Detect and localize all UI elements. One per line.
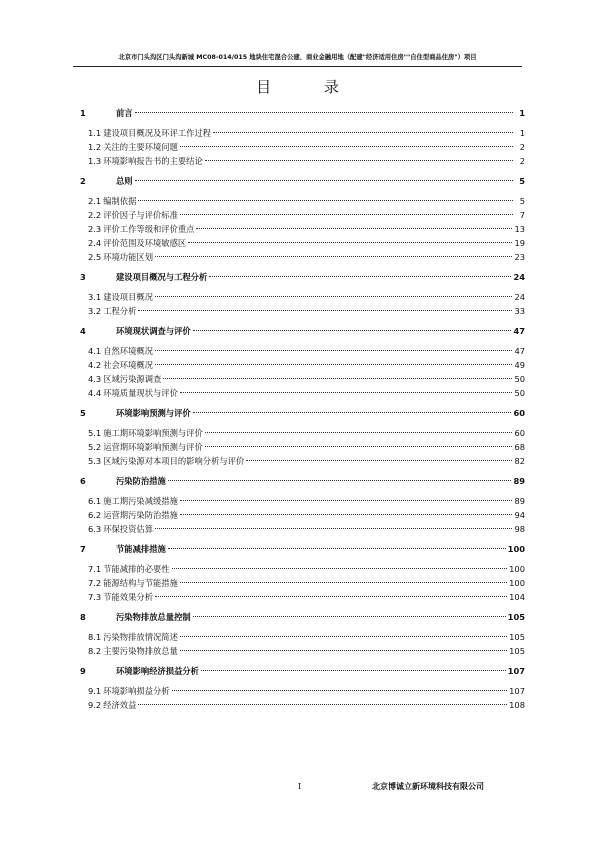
toc-chapter-entry-title: 污染防治措施: [116, 476, 166, 486]
dot-leader: [138, 704, 507, 705]
toc-section-entry[interactable]: [80, 494, 525, 508]
toc-section-entry-number: 7.2: [88, 578, 102, 588]
toc-chapter-entry-number: 3: [80, 272, 86, 282]
toc-chapter-entry[interactable]: [80, 664, 525, 678]
dot-leader: [180, 500, 513, 501]
toc-section-entry-title: 运营期污染防治措施: [103, 510, 178, 520]
toc-section-entry-title: 区域污染源调查: [103, 374, 162, 384]
toc-section-entry-page: 23: [514, 252, 525, 262]
table-of-contents: [80, 100, 525, 712]
toc-section-entry-title: 环境功能区划: [103, 252, 153, 262]
toc-section-entry-title: 建设项目概况: [103, 292, 153, 302]
toc-chapter-entry[interactable]: [80, 270, 525, 284]
toc-section-entry-number: 2.4: [88, 238, 102, 248]
toc-section-entry-title: 施工期污染减缓措施: [103, 496, 178, 506]
toc-chapter-entry[interactable]: [80, 406, 525, 420]
toc-section-entry-page: 2: [519, 156, 525, 166]
toc-section-entry[interactable]: [80, 372, 525, 386]
footer-company: 北京博诚立新环境科技有限公司: [372, 782, 484, 791]
dot-leader: [180, 514, 513, 515]
dot-leader: [155, 596, 507, 597]
toc-section-entry-page: 104: [509, 592, 525, 602]
dot-leader: [180, 392, 513, 393]
dot-leader: [180, 650, 507, 651]
document-header: 北京市门头沟区门头沟新城 MC08-014/015 地块住宅混合公建、商业金融用地（配建"经济适用住房""自住型商品住房"）项目: [118, 54, 477, 61]
toc-section-entry-number: 5.1: [88, 428, 102, 438]
toc-section-entry-page: 100: [509, 564, 525, 574]
toc-section-entry-number: 7.3: [88, 592, 102, 602]
toc-section-entry-number: 6.3: [88, 524, 102, 534]
dot-leader: [246, 460, 512, 461]
toc-section-entry-number: 4.3: [88, 374, 102, 384]
toc-section-entry-number: 3.1: [88, 292, 102, 302]
toc-section-entry-title: 评价因子与评价标准: [103, 210, 178, 220]
toc-chapter-entry-page: 1: [519, 108, 525, 118]
toc-section-entry-number: 5.3: [88, 456, 102, 466]
toc-section-entry-title: 节能减排的必要性: [103, 564, 170, 574]
toc-chapter-entry-title: 环境现状调查与评价: [116, 326, 191, 336]
toc-section-entry-title: 建设项目概况及环评工作过程: [103, 128, 212, 138]
dot-leader: [172, 568, 508, 569]
toc-section-entry-page: 47: [514, 346, 525, 356]
toc-section-entry[interactable]: [80, 522, 525, 536]
dot-leader: [138, 200, 513, 201]
toc-section-entry-title: 环境影响损益分析: [103, 686, 170, 696]
toc-section-entry[interactable]: [80, 126, 525, 140]
toc-section-entry-page: 7: [519, 210, 525, 220]
dot-leader: [180, 146, 513, 147]
dot-leader: [201, 670, 506, 671]
toc-section-entry-title: 经济效益: [103, 700, 137, 710]
toc-section-entry[interactable]: [80, 454, 525, 468]
toc-section-entry[interactable]: [80, 194, 525, 208]
toc-section-entry-title: 主要污染物排放总量: [103, 646, 178, 656]
toc-section-entry-number: 8.1: [88, 632, 102, 642]
toc-section-entry-page: 50: [514, 374, 525, 384]
dot-leader: [163, 378, 512, 379]
toc-section-entry[interactable]: [80, 290, 525, 304]
toc-section-entry-number: 6.1: [88, 496, 102, 506]
dot-leader: [193, 330, 512, 331]
toc-section-entry-number: 1.2: [88, 142, 102, 152]
toc-section-entry-title: 能源结构与节能措施: [103, 578, 178, 588]
toc-section-entry-page: 24: [514, 292, 525, 302]
toc-section-entry[interactable]: [80, 644, 525, 658]
toc-section-entry[interactable]: [80, 358, 525, 372]
dot-leader: [180, 214, 513, 215]
toc-title: 目 录: [256, 78, 363, 96]
toc-chapter-entry-page: 107: [507, 666, 525, 676]
toc-section-entry[interactable]: [80, 426, 525, 440]
toc-section-entry[interactable]: [80, 576, 525, 590]
toc-section-entry[interactable]: [80, 222, 525, 236]
dot-leader: [209, 276, 511, 277]
toc-section-entry-number: 6.2: [88, 510, 102, 520]
toc-section-entry-number: 9.2: [88, 700, 102, 710]
toc-section-entry[interactable]: [80, 440, 525, 454]
toc-section-entry-number: 3.2: [88, 306, 102, 316]
dot-leader: [180, 636, 507, 637]
toc-chapter-entry-number: 2: [80, 176, 86, 186]
toc-section-entry-number: 4.4: [88, 388, 102, 398]
toc-chapter-entry[interactable]: [80, 474, 525, 488]
toc-section-entry-page: 5: [519, 196, 525, 206]
dot-leader: [193, 616, 506, 617]
toc-section-entry-title: 节能效果分析: [103, 592, 153, 602]
toc-section-entry-page: 1: [519, 128, 525, 138]
toc-section-entry-page: 105: [509, 632, 525, 642]
toc-section-entry-page: 68: [514, 442, 525, 452]
toc-section-entry-page: 19: [514, 238, 525, 248]
dot-leader: [138, 310, 512, 311]
toc-chapter-entry-title: 节能减排措施: [116, 544, 166, 554]
dot-leader: [155, 350, 512, 351]
toc-section-entry-title: 污染物排放情况简述: [103, 632, 178, 642]
toc-chapter-entry-page: 60: [513, 408, 525, 418]
toc-section-entry-title: 施工期环境影响预测与评价: [103, 428, 203, 438]
toc-chapter-entry-number: 9: [80, 666, 86, 676]
dot-leader: [180, 582, 507, 583]
toc-chapter-entry[interactable]: [80, 610, 525, 624]
toc-section-entry-title: 工程分析: [103, 306, 137, 316]
toc-chapter-entry[interactable]: [80, 324, 525, 338]
toc-section-entry[interactable]: [80, 304, 525, 318]
toc-section-entry-title: 环保投资估算: [103, 524, 153, 534]
toc-chapter-entry-title: 环境影响经济损益分析: [116, 666, 199, 676]
header-rule: [73, 66, 522, 67]
toc-section-entry-number: 9.1: [88, 686, 102, 696]
toc-chapter-entry-page: 24: [513, 272, 525, 282]
toc-section-entry-title: 评价范围及环境敏感区: [103, 238, 187, 248]
toc-section-entry-title: 评价工作等级和评价重点: [103, 224, 195, 234]
toc-section-entry-title: 环境质量现状与评价: [103, 388, 178, 398]
toc-section-entry-number: 8.2: [88, 646, 102, 656]
toc-section-entry-title: 环境影响报告书的主要结论: [103, 156, 203, 166]
toc-section-entry[interactable]: [80, 630, 525, 644]
toc-section-entry[interactable]: [80, 590, 525, 604]
toc-section-entry-page: 100: [509, 578, 525, 588]
toc-chapter-entry-title: 污染物排放总量控制: [116, 612, 191, 622]
toc-chapter-entry-number: 6: [80, 476, 86, 486]
toc-section-entry-number: 2.3: [88, 224, 102, 234]
toc-chapter-entry-number: 7: [80, 544, 86, 554]
toc-chapter-entry-page: 105: [507, 612, 525, 622]
toc-chapter-entry-page: 47: [513, 326, 525, 336]
toc-section-entry-page: 60: [514, 428, 525, 438]
dot-leader: [213, 132, 513, 133]
toc-section-entry[interactable]: [80, 508, 525, 522]
dot-leader: [205, 160, 513, 161]
toc-chapter-entry-page: 89: [513, 476, 525, 486]
toc-section-entry-number: 7.1: [88, 564, 102, 574]
toc-chapter-entry-number: 4: [80, 326, 86, 336]
toc-section-entry-page: 94: [514, 510, 525, 520]
toc-section-entry[interactable]: [80, 250, 525, 264]
toc-section-entry-page: 82: [514, 456, 525, 466]
toc-section-entry-title: 编制依据: [103, 196, 137, 206]
toc-section-entry-number: 2.5: [88, 252, 102, 262]
toc-section-entry-title: 关注的主要环境问题: [103, 142, 178, 152]
toc-chapter-entry-title: 前言: [116, 108, 133, 118]
dot-leader: [155, 256, 512, 257]
toc-section-entry-title: 运营期环境影响预测与评价: [103, 442, 203, 452]
dot-leader: [188, 242, 512, 243]
footer-page-number: I: [298, 782, 302, 791]
dot-leader: [205, 432, 513, 433]
toc-section-entry-number: 2.1: [88, 196, 102, 206]
toc-section-entry-number: 1.3: [88, 156, 102, 166]
toc-section-entry-page: 98: [514, 524, 525, 534]
toc-section-entry-number: 1.1: [88, 128, 102, 138]
toc-section-entry[interactable]: [80, 562, 525, 576]
toc-section-entry-number: 2.2: [88, 210, 102, 220]
toc-section-entry[interactable]: [80, 236, 525, 250]
dot-leader: [168, 548, 506, 549]
toc-section-entry-page: 107: [509, 686, 525, 696]
toc-section-entry[interactable]: [80, 140, 525, 154]
dot-leader: [196, 228, 512, 229]
toc-chapter-entry[interactable]: [80, 106, 525, 120]
toc-chapter-entry-page: 100: [507, 544, 525, 554]
toc-section-entry-page: 105: [509, 646, 525, 656]
toc-chapter-entry-title: 环境影响预测与评价: [116, 408, 191, 418]
dot-leader: [172, 690, 508, 691]
toc-section-entry-title: 区域污染源对本项目的影响分析与评价: [103, 456, 245, 466]
toc-section-entry-page: 13: [514, 224, 525, 234]
toc-section-entry-number: 5.2: [88, 442, 102, 452]
toc-section-entry-number: 4.1: [88, 346, 102, 356]
toc-chapter-entry[interactable]: [80, 542, 525, 556]
dot-leader: [155, 528, 512, 529]
toc-section-entry-page: 89: [514, 496, 525, 506]
toc-section-entry-page: 50: [514, 388, 525, 398]
dot-leader: [193, 412, 512, 413]
toc-section-entry[interactable]: [80, 684, 525, 698]
dot-leader: [155, 296, 512, 297]
toc-section-entry-title: 自然环境概况: [103, 346, 153, 356]
toc-section-entry[interactable]: [80, 208, 525, 222]
dot-leader: [168, 480, 512, 481]
dot-leader: [135, 112, 513, 113]
toc-chapter-entry-number: 5: [80, 408, 86, 418]
dot-leader: [155, 364, 512, 365]
toc-section-entry-page: 2: [519, 142, 525, 152]
toc-chapter-entry-number: 1: [80, 108, 86, 118]
dot-leader: [135, 180, 513, 181]
toc-section-entry[interactable]: [80, 698, 525, 712]
toc-section-entry[interactable]: [80, 386, 525, 400]
toc-section-entry[interactable]: [80, 154, 525, 168]
toc-chapter-entry-title: 总则: [116, 176, 133, 186]
toc-section-entry-number: 4.2: [88, 360, 102, 370]
dot-leader: [205, 446, 513, 447]
toc-section-entry-page: 33: [514, 306, 525, 316]
toc-chapter-entry-title: 建设项目概况与工程分析: [116, 272, 208, 282]
toc-section-entry-title: 社会环境概况: [103, 360, 153, 370]
toc-chapter-entry-page: 5: [519, 176, 525, 186]
toc-chapter-entry[interactable]: [80, 174, 525, 188]
toc-section-entry-page: 49: [514, 360, 525, 370]
toc-chapter-entry-number: 8: [80, 612, 86, 622]
toc-section-entry-page: 108: [509, 700, 525, 710]
toc-section-entry[interactable]: [80, 344, 525, 358]
